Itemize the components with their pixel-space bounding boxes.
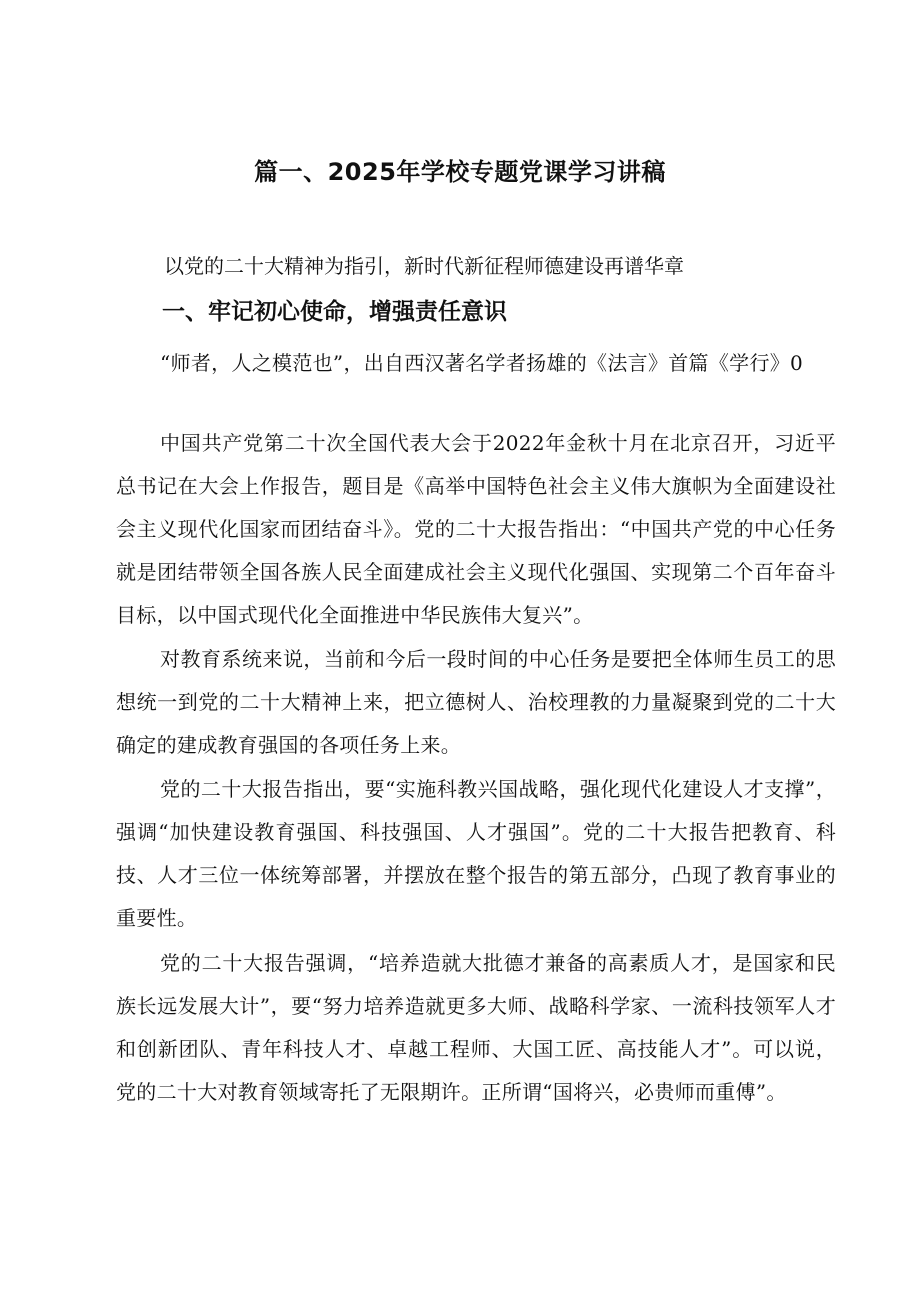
paragraph-talent: 党的二十大报告强调，“培养造就大批德才兼备的高素质人才，是国家和民族长远发展大计”，要“努力培养造就更多大师、战略科学家、一流科技领军人才和创新团队、青年科技人才、卓越工程师、大国工匠、高技能人才”。可以说，党的二十大对教育领域寄托了无限期许。正所谓“国将兴，必贵师而重傅”。 — [116, 951, 836, 1104]
document-subtitle: 以党的二十大精神为指引，新时代新征程师德建设再谱华章 — [164, 254, 684, 278]
paragraph-education-system: 对教育系统来说，当前和今后一段时间的中心任务是要把全体师生员工的思想统一到党的二十大精神上来，把立德树人、治校理教的力量凝聚到党的二十大确定的建成教育强国的各项任务上来。 — [116, 647, 836, 757]
paragraph-congress: 中国共产党第二十次全国代表大会于2022年金秋十月在北京召开，习近平总书记在大会上作报告，题目是《高举中国特色社会主义伟大旗帜为全面建设社会主义现代化国家而团结奋斗》。党的二十大报告指出：“中国共产党的中心任务就是团结带领全国各族人民全面建成社会主义现代化强国、实现第二个百年奋斗目标，以中国式现代化全面推进中华民族伟大复兴”。 — [116, 431, 836, 627]
paragraph-quote: “师者，人之模范也”，出自西汉著名学者扬雄的《法言》首篇《学行》0 — [160, 351, 804, 375]
paragraph-strategy: 党的二十大报告指出，要“实施科教兴国战略，强化现代化建设人才支撑”，强调“加快建设教育强国、科技强国、人才强国”。党的二十大报告把教育、科技、人才三位一体统筹部署，并摆放在整个报告的第五部分，凸现了教育事业的重要性。 — [116, 777, 836, 930]
document-title: 篇一、2025年学校专题党课学习讲稿 — [254, 158, 666, 186]
section-heading: 一、牢记初心使命，增强责任意识 — [162, 299, 507, 325]
